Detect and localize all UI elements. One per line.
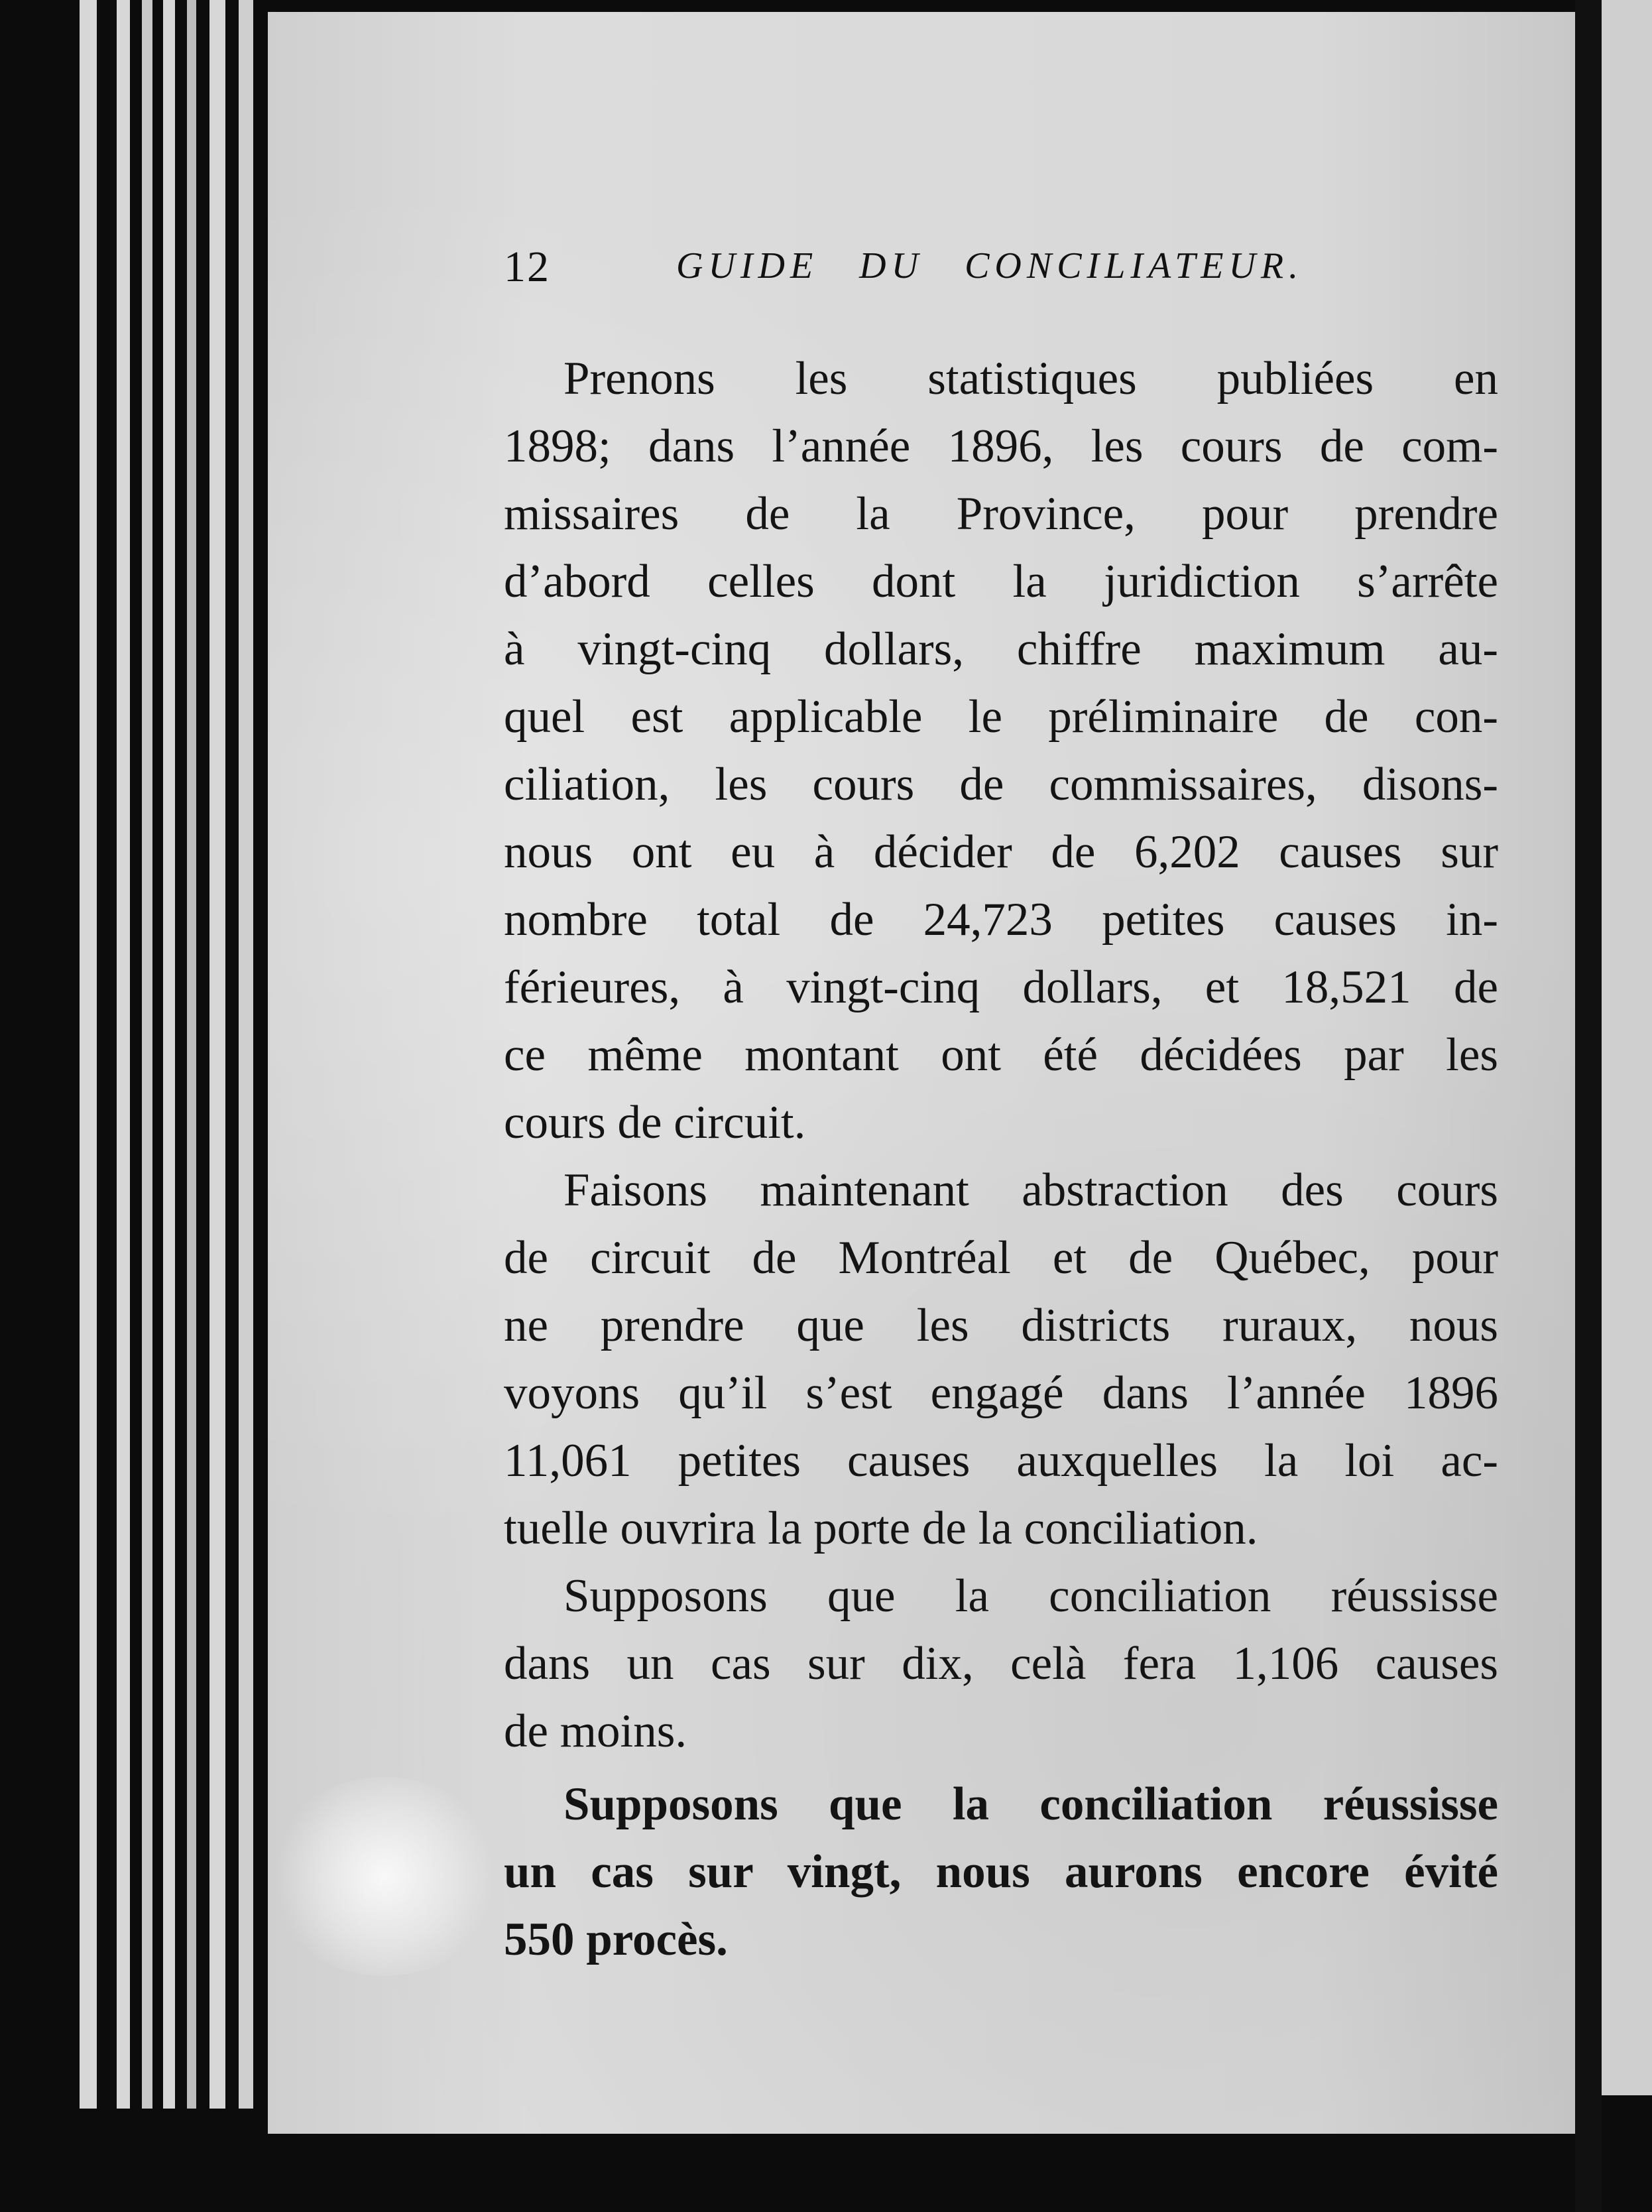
- page-number: 12: [504, 243, 550, 291]
- text-line: dans un cas sur dix, celà fera 1,106 causes: [504, 1638, 1498, 1690]
- text-line: de circuit de Montréal et de Québec, pour: [504, 1232, 1498, 1284]
- text-line: 11,061 petites causes auxquelles la loi ac-: [504, 1435, 1498, 1487]
- text-line: ciliation, les cours de commissaires, disons-: [504, 759, 1498, 810]
- gutter-shadow: [1575, 0, 1602, 2212]
- facing-page-edge: [1602, 0, 1652, 2095]
- body-text: [504, 345, 1498, 1973]
- text-line: Faisons maintenant abstraction des cours: [563, 1164, 1498, 1216]
- text-line: nous ont eu à décider de 6,202 causes sur: [504, 826, 1498, 878]
- paragraph: [504, 1770, 1498, 1973]
- text-line: à vingt-cinq dollars, chiffre maximum au-: [504, 623, 1498, 675]
- text-line: Supposons que la conciliation réussisse: [563, 1570, 1498, 1622]
- paragraph: [504, 345, 1498, 1156]
- page-edge: [117, 0, 130, 2109]
- page-edge: [239, 0, 253, 2109]
- text-line: 1898; dans l’année 1896, les cours de com-: [504, 420, 1498, 472]
- text-line: 550 procès.: [504, 1914, 728, 1965]
- text-line: de moins.: [504, 1705, 687, 1757]
- paragraph: [504, 1156, 1498, 1562]
- running-title: GUIDE DU CONCILIATEUR.: [676, 245, 1304, 286]
- text-line: Prenons les statistiques publiées en: [563, 353, 1498, 404]
- text-line: tuelle ouvrira la porte de la conciliation.: [504, 1503, 1258, 1554]
- running-head: [504, 242, 1339, 295]
- text-line: Supposons que la conciliation réussisse: [563, 1778, 1498, 1830]
- page-edge: [209, 0, 225, 2109]
- text-line: un cas sur vingt, nous aurons encore évité: [504, 1846, 1498, 1898]
- text-line: nombre total de 24,723 petites causes in-: [504, 894, 1498, 946]
- text-line: ne prendre que les districts ruraux, nous: [504, 1300, 1498, 1351]
- text-line: ce même montant ont été décidées par les: [504, 1029, 1498, 1081]
- text-line: férieures, à vingt-cinq dollars, et 18,521 de: [504, 961, 1498, 1013]
- text-line: d’abord celles dont la juridiction s’arrête: [504, 556, 1498, 607]
- page-edge: [80, 0, 97, 2109]
- paper-stain: [265, 1777, 504, 1976]
- text-line: quel est applicable le préliminaire de con-: [504, 691, 1498, 743]
- paragraph: [504, 1562, 1498, 1765]
- page-edge: [142, 0, 152, 2109]
- text-line: cours de circuit.: [504, 1097, 806, 1148]
- text-line: missaires de la Province, pour prendre: [504, 488, 1498, 540]
- page-edge: [187, 0, 196, 2109]
- page-edge: [163, 0, 175, 2109]
- text-line: voyons qu’il s’est engagé dans l’année 1896: [504, 1367, 1498, 1419]
